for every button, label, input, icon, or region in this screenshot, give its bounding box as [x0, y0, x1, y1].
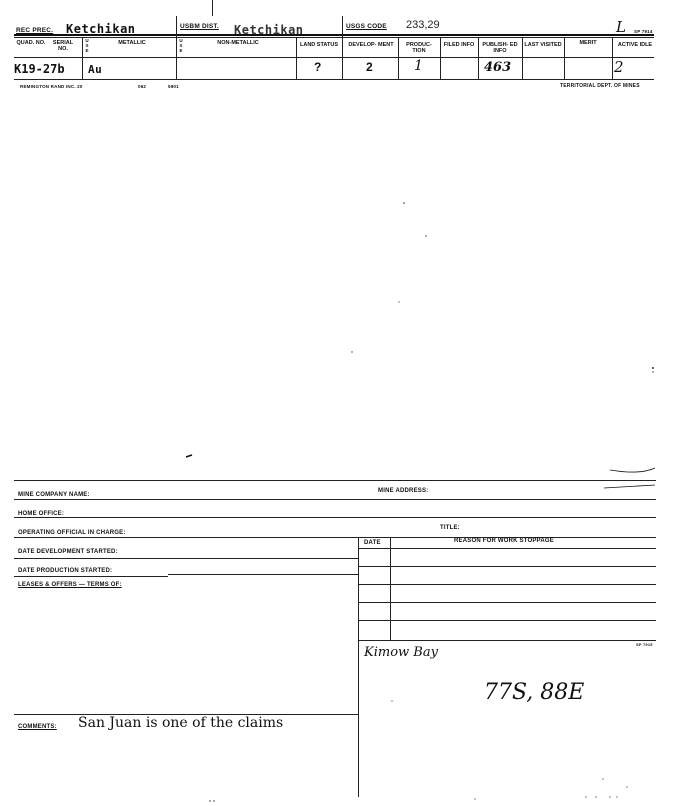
- rule: [358, 566, 656, 567]
- home-office-label: HOME OFFICE:: [18, 511, 65, 517]
- rule: [168, 574, 358, 575]
- col-serial-no: SERIAL NO.: [52, 40, 74, 52]
- col-use-2: U S E: [179, 38, 183, 53]
- rule: [14, 517, 656, 518]
- rule: [358, 584, 656, 585]
- card-top-edge: [14, 480, 656, 481]
- footer-left: REMINGTON RAND INC. 20: [20, 84, 83, 89]
- col-filed-info: FILED INFO: [443, 42, 475, 48]
- metallic-value: Au: [88, 63, 103, 76]
- rec-prec-label: REC PREC.: [16, 27, 54, 34]
- rule: [358, 620, 656, 621]
- footer-mid2: 5901: [168, 84, 179, 89]
- active-idle-value: 2: [614, 58, 624, 76]
- col-land-status: LAND STATUS: [300, 42, 338, 48]
- form-number-top: SP 7914: [634, 29, 653, 34]
- published-info-value: 463: [484, 60, 512, 75]
- rec-prec-value: Ketchikan: [66, 22, 136, 36]
- production-value: 1: [414, 58, 423, 74]
- col-published-info: PUBLISH- ED INFO: [482, 42, 518, 54]
- rule: [14, 537, 656, 538]
- reason-col-label: REASON FOR WORK STOPPAGE: [454, 538, 554, 544]
- date-dev-label: DATE DEVELOPMENT STARTED:: [18, 549, 118, 555]
- col-active-idle: ACTIVE IDLE: [617, 42, 653, 48]
- land-status-value: ?: [314, 60, 322, 74]
- usgs-code-label: USGS CODE: [346, 23, 387, 30]
- col-use: U S E: [85, 38, 89, 53]
- rule: [14, 576, 168, 577]
- col-divider: [390, 537, 391, 640]
- col-development: DEVELOP- MENT: [348, 42, 394, 48]
- col-merit: MERIT: [579, 40, 597, 46]
- rule: [358, 548, 656, 549]
- rule: [358, 602, 656, 603]
- usbm-dist-value: Ketchikan: [234, 23, 304, 37]
- col-last-visited: LAST VISITED: [524, 42, 562, 48]
- form-number-bottom: SP 7915: [636, 642, 653, 647]
- title-label: TITLE:: [440, 525, 460, 531]
- comments-label: COMMENTS:: [18, 724, 57, 730]
- footer-right: TERRITORIAL DEPT. OF MINES: [560, 83, 640, 89]
- date-prod-label: DATE PRODUCTION STARTED:: [18, 568, 113, 574]
- col-divider: [358, 537, 359, 797]
- mine-company-label: MINE COMPANY NAME:: [18, 492, 90, 498]
- col-metallic: METALLIC: [118, 40, 146, 46]
- usbm-dist-label: USBM DIST.: [180, 23, 219, 30]
- mine-address-label: MINE ADDRESS:: [378, 488, 429, 494]
- rule: [14, 558, 358, 559]
- development-value: 2: [366, 60, 373, 74]
- coordinates: 77S, 88E: [484, 680, 585, 705]
- usgs-code-value: 233,29: [406, 19, 440, 31]
- rule: [358, 640, 656, 641]
- comments-value: San Juan is one of the claims: [78, 715, 284, 731]
- col-non-metallic: NON-METALLIC: [217, 40, 259, 46]
- leases-label: LEASES & OFFERS — TERMS OF:: [18, 582, 122, 588]
- operating-official-label: OPERATING OFFICIAL IN CHARGE:: [18, 530, 126, 536]
- quad-serial-value: K19-27b: [14, 62, 65, 76]
- footer-mid1: 062: [138, 84, 147, 89]
- corner-mark: L: [616, 18, 626, 36]
- col-production: PRODUC- TION: [406, 42, 432, 54]
- date-col-label: DATE: [364, 540, 381, 546]
- col-quad-no: QUAD. NO.: [16, 40, 46, 46]
- rule: [14, 499, 656, 500]
- location-note: Kimow Bay: [364, 645, 438, 660]
